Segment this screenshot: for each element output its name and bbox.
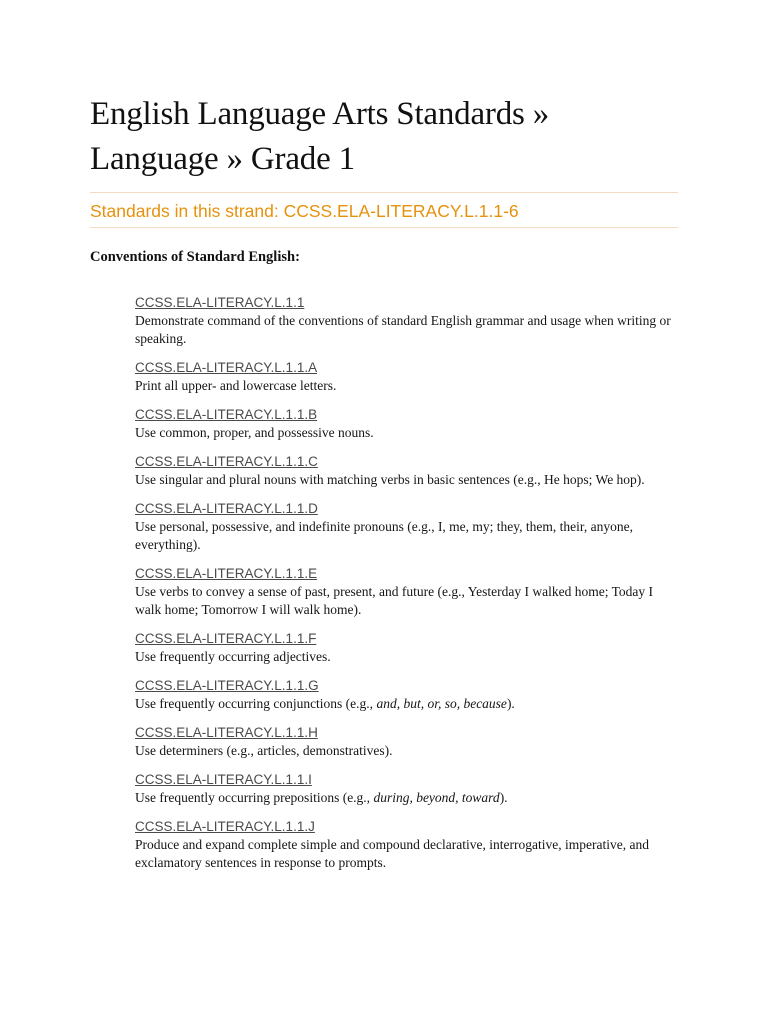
standard-description: Use frequently occurring adjectives. xyxy=(135,649,331,664)
standard-description: Print all upper- and lowercase letters. xyxy=(135,378,337,393)
description-text: Use frequently occurring conjunctions (e.g., xyxy=(135,696,377,711)
standard-code-link[interactable]: CCSS.ELA-LITERACY.L.1.1.A xyxy=(135,360,318,375)
standard-item xyxy=(135,630,675,666)
standard-item xyxy=(135,359,675,395)
standard-description: Use determiners (e.g., articles, demonstratives). xyxy=(135,743,393,758)
standard-code-link[interactable]: CCSS.ELA-LITERACY.L.1.1.B xyxy=(135,407,318,422)
standard-description: Use singular and plural nouns with matching verbs in basic sentences (e.g., He hops; We hop). xyxy=(135,472,645,487)
description-text: Use frequently occurring prepositions (e.g., xyxy=(135,790,374,805)
standard-description: Use common, proper, and possessive nouns. xyxy=(135,425,374,440)
standard-code-link[interactable]: CCSS.ELA-LITERACY.L.1.1.H xyxy=(135,725,318,740)
standard-code-link[interactable]: CCSS.ELA-LITERACY.L.1.1 xyxy=(135,295,305,310)
title-line-2: Language » Grade 1 xyxy=(90,141,355,177)
standard-description: Use verbs to convey a sense of past, present, and future (e.g., Yesterday I walked home; Today I walk home; Tomorrow I will walk home). xyxy=(135,584,654,617)
standard-item xyxy=(135,565,675,619)
standard-item xyxy=(135,771,675,807)
standard-item xyxy=(135,406,675,442)
standard-code-link[interactable]: CCSS.ELA-LITERACY.L.1.1.I xyxy=(135,772,312,787)
strand-label: Standards in this strand: CCSS.ELA-LITERACY.L.1.1-6 xyxy=(90,201,519,221)
section-heading: Conventions of Standard English: xyxy=(90,249,300,265)
description-examples: during, beyond, toward xyxy=(373,790,500,805)
standard-item xyxy=(135,453,675,489)
description-examples: and, but, or, so, because xyxy=(376,696,507,711)
standard-code-link[interactable]: CCSS.ELA-LITERACY.L.1.1.E xyxy=(135,566,318,581)
standard-code-link[interactable]: CCSS.ELA-LITERACY.L.1.1.G xyxy=(135,678,319,693)
standard-code-link[interactable]: CCSS.ELA-LITERACY.L.1.1.D xyxy=(135,501,318,516)
standard-description: Use personal, possessive, and indefinite pronouns (e.g., I, me, my; they, them, their, anyone, everything). xyxy=(135,519,633,552)
description-text-end: ). xyxy=(499,790,508,805)
standard-item xyxy=(135,677,675,713)
standard-description: Demonstrate command of the conventions of standard English grammar and usage when writing or speaking. xyxy=(135,313,671,346)
standard-item xyxy=(135,724,675,760)
title-line-1: English Language Arts Standards » xyxy=(90,96,549,132)
document-page xyxy=(90,92,678,883)
standard-description: Produce and expand complete simple and compound declarative, interrogative, imperative, and exclamatory sentences in response to prompts. xyxy=(135,837,649,870)
standard-code-link[interactable]: CCSS.ELA-LITERACY.L.1.1.J xyxy=(135,819,315,834)
standard-item xyxy=(135,818,675,872)
standard-item xyxy=(135,294,675,348)
standard-description xyxy=(135,695,675,713)
standard-item xyxy=(135,500,675,554)
standard-code-link[interactable]: CCSS.ELA-LITERACY.L.1.1.C xyxy=(135,454,318,469)
page-title xyxy=(90,92,678,182)
standard-description xyxy=(135,789,675,807)
standard-code-link[interactable]: CCSS.ELA-LITERACY.L.1.1.F xyxy=(135,631,317,646)
standards-list xyxy=(135,294,675,872)
description-text-end: ). xyxy=(506,696,515,711)
strand-banner xyxy=(90,192,678,228)
